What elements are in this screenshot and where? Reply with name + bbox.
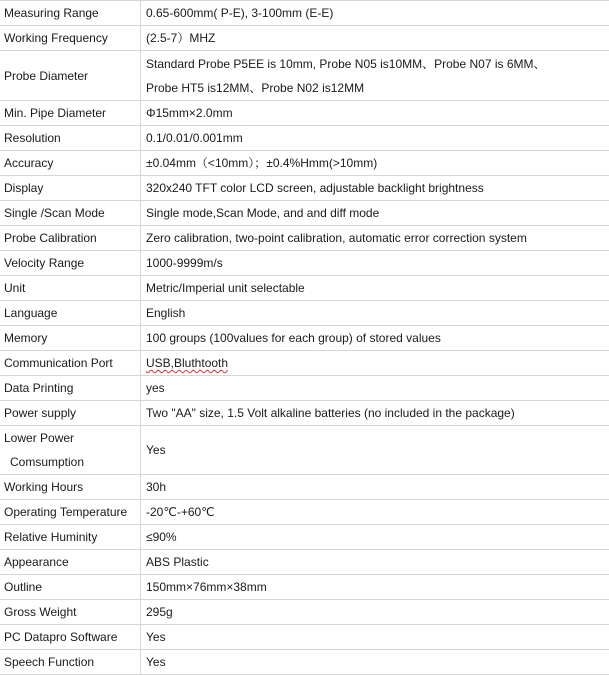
row-value: 1000-9999m/s bbox=[141, 251, 609, 276]
row-value: ±0.04mm（<10mm）；±0.4%Hmm(>10mm) bbox=[141, 151, 609, 176]
row-value bbox=[141, 351, 609, 376]
table-row bbox=[0, 650, 609, 675]
row-label: Working Frequency bbox=[0, 26, 141, 51]
row-label: Resolution bbox=[0, 126, 141, 151]
table-row bbox=[0, 26, 609, 51]
row-label bbox=[0, 426, 141, 475]
table-row bbox=[0, 426, 609, 475]
row-label-line: Comsumption bbox=[4, 450, 136, 474]
table-row bbox=[0, 151, 609, 176]
table-row bbox=[0, 326, 609, 351]
table-row bbox=[0, 600, 609, 625]
table-row bbox=[0, 500, 609, 525]
row-value: ≤90% bbox=[141, 525, 609, 550]
row-value: 150mm×76mm×38mm bbox=[141, 575, 609, 600]
table-row bbox=[0, 475, 609, 500]
row-label: PC Datapro Software bbox=[0, 625, 141, 650]
row-value: 30h bbox=[141, 475, 609, 500]
table-row bbox=[0, 1, 609, 26]
row-label: Probe Calibration bbox=[0, 226, 141, 251]
row-value: 0.65-600mm( P-E), 3-100mm (E-E) bbox=[141, 1, 609, 26]
row-value-text: USB,Bluthtooth bbox=[146, 356, 228, 370]
row-label-line: Lower Power bbox=[4, 426, 136, 450]
row-label: Min. Pipe Diameter bbox=[0, 101, 141, 126]
row-value: ABS Plastic bbox=[141, 550, 609, 575]
table-row bbox=[0, 51, 609, 101]
table-row bbox=[0, 126, 609, 151]
table-row bbox=[0, 525, 609, 550]
row-label: Data Printing bbox=[0, 376, 141, 401]
row-value: Yes bbox=[141, 650, 609, 675]
row-label: Unit bbox=[0, 276, 141, 301]
row-value: Yes bbox=[141, 426, 609, 475]
row-label: Operating Temperature bbox=[0, 500, 141, 525]
table-row bbox=[0, 251, 609, 276]
row-value-line: Probe HT5 is12MM、Probe N02 is12MM bbox=[146, 76, 605, 100]
row-value-line: Standard Probe P5EE is 10mm, Probe N05 is10MM、Probe N07 is 6MM、 bbox=[146, 52, 605, 76]
row-value bbox=[141, 51, 609, 101]
table-row bbox=[0, 101, 609, 126]
row-value: 100 groups (100values for each group) of stored values bbox=[141, 326, 609, 351]
row-label: Appearance bbox=[0, 550, 141, 575]
row-label: Speech Function bbox=[0, 650, 141, 675]
row-value: English bbox=[141, 301, 609, 326]
row-label: Language bbox=[0, 301, 141, 326]
row-label: Gross Weight bbox=[0, 600, 141, 625]
row-value: 0.1/0.01/0.001mm bbox=[141, 126, 609, 151]
row-value: Metric/Imperial unit selectable bbox=[141, 276, 609, 301]
row-label: Power supply bbox=[0, 401, 141, 426]
row-label: Memory bbox=[0, 326, 141, 351]
row-label: Velocity Range bbox=[0, 251, 141, 276]
table-row bbox=[0, 226, 609, 251]
row-value: Zero calibration, two-point calibration, automatic error correction system bbox=[141, 226, 609, 251]
row-label: Relative Huminity bbox=[0, 525, 141, 550]
table-row bbox=[0, 550, 609, 575]
table-row bbox=[0, 575, 609, 600]
row-value: Single mode,Scan Mode, and and diff mode bbox=[141, 201, 609, 226]
row-label: Single /Scan Mode bbox=[0, 201, 141, 226]
table-row bbox=[0, 201, 609, 226]
table-row bbox=[0, 401, 609, 426]
row-value: -20℃-+60℃ bbox=[141, 500, 609, 525]
table-row bbox=[0, 276, 609, 301]
row-label: Working Hours bbox=[0, 475, 141, 500]
row-value: Yes bbox=[141, 625, 609, 650]
row-label: Display bbox=[0, 176, 141, 201]
row-value: 320x240 TFT color LCD screen, adjustable backlight brightness bbox=[141, 176, 609, 201]
table-row bbox=[0, 301, 609, 326]
row-label: Outline bbox=[0, 575, 141, 600]
row-value: yes bbox=[141, 376, 609, 401]
row-value: Two "AA" size, 1.5 Volt alkaline batteries (no included in the package) bbox=[141, 401, 609, 426]
row-label: Measuring Range bbox=[0, 1, 141, 26]
row-value: 295g bbox=[141, 600, 609, 625]
table-row bbox=[0, 351, 609, 376]
row-label: Probe Diameter bbox=[0, 51, 141, 101]
table-row bbox=[0, 176, 609, 201]
row-value: Φ15mm×2.0mm bbox=[141, 101, 609, 126]
row-value: (2.5-7）MHZ bbox=[141, 26, 609, 51]
table-row bbox=[0, 625, 609, 650]
row-label: Communication Port bbox=[0, 351, 141, 376]
row-label: Accuracy bbox=[0, 151, 141, 176]
table-row bbox=[0, 376, 609, 401]
